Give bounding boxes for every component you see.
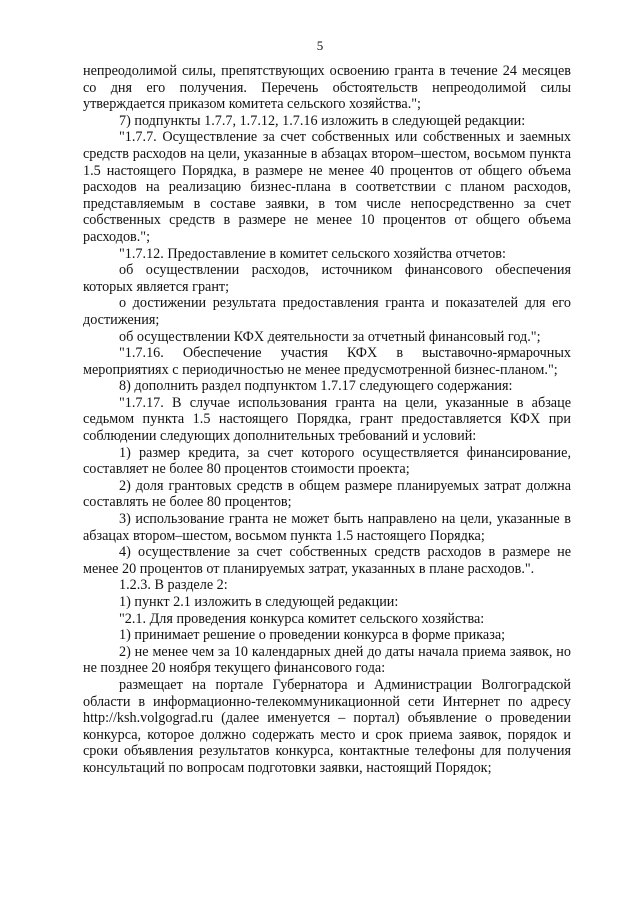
paragraph: 1) принимает решение о проведении конкурса в форме приказа; [119, 627, 506, 644]
paragraph: 1) пункт 2.1 изложить в следующей редакции: [119, 594, 399, 610]
paragraph: 4) осуществление за счет собственных средств расходов в размере не менее 20 процентов от планируемых затрат, указанных в плане расходов.". [83, 544, 571, 577]
paragraph: "2.1. Для проведения конкурса комитет сельского хозяйства: [119, 610, 485, 627]
paragraph: непреодолимой силы, препятствующих освоению гранта в течение 24 месяцев со дня его получения. Перечень обстоятельств непреодолимой силы утверждается приказом комитета сельского хозяйства."; [83, 63, 571, 113]
paragraph: 2) не менее чем за 10 календарных дней до даты начала приема заявок, но не позднее 20 ноября текущего финансового года: [83, 643, 571, 677]
paragraph: "1.7.7. Осуществление за счет собственных или собственных и заемных средств расходов на цели, указанные в абзацах втором–шестом, восьмом пункта 1.5 настоящего Порядка, в размере не менее 40 процентов от общего объема расходов на реализацию бизнес-плана в соответствии с планом расходов, представляемым в составе заявки, в том числе непосредственно за счет собственных средств в размере не менее 10 процентов от общего объема расходов."; [83, 129, 571, 245]
paragraph: об осуществлении расходов, источником финансового обеспечения которых является грант; [83, 262, 571, 295]
page-number: 5 [316, 38, 324, 53]
paragraph: 2) доля грантовых средств в общем размере планируемых затрат должна составлять не более 80 процентов; [83, 477, 571, 511]
paragraph: "1.7.16. Обеспечение участия КФХ в выставочно-ярмарочных мероприятиях с периодичностью не менее предусмотренной бизнес-планом."; [83, 345, 571, 378]
paragraph: "1.7.12. Предоставление в комитет сельского хозяйства отчетов: [119, 245, 506, 262]
paragraph: "1.7.17. В случае использования гранта на цели, указанные в абзаце седьмом пункта 1.5 настоящего Порядка, грант предоставляется КФХ при соблюдении следующих дополнительных требований и условий: [83, 394, 571, 445]
paragraph: 1.2.3. В разделе 2: [119, 577, 228, 594]
paragraph: размещает на портале Губернатора и Администрации Волгоградской области в информационно-телекоммуникационной сети Интернет по адресу http://ksh.volgograd.ru (далее именуется – портал) объявление о проведении конкурса, которое должно содержать место и срок приема заявок, порядок и сроки объявления результатов конкурса, контактные телефоны для получения консультаций по вопросам подготовки заявки, настоящий Порядок; [83, 676, 571, 776]
paragraph: 8) дополнить раздел подпунктом 1.7.17 следующего содержания: [119, 378, 513, 395]
paragraph: 3) использование гранта не может быть направлено на цели, указанные в абзацах втором–шестом, восьмом пункта 1.5 настоящего Порядка; [83, 511, 571, 544]
paragraph: об осуществлении КФХ деятельности за отчетный финансовый год."; [119, 328, 541, 345]
document-body [83, 63, 571, 777]
paragraph: 1) размер кредита, за счет которого осуществляется финансирование, составляет не более 80 процентов стоимости проекта; [83, 444, 571, 478]
paragraph: 7) подпункты 1.7.7, 1.7.12, 1.7.16 изложить в следующей редакции: [119, 112, 526, 129]
paragraph: о достижении результата предоставления гранта и показателей для его достижения; [83, 295, 571, 328]
